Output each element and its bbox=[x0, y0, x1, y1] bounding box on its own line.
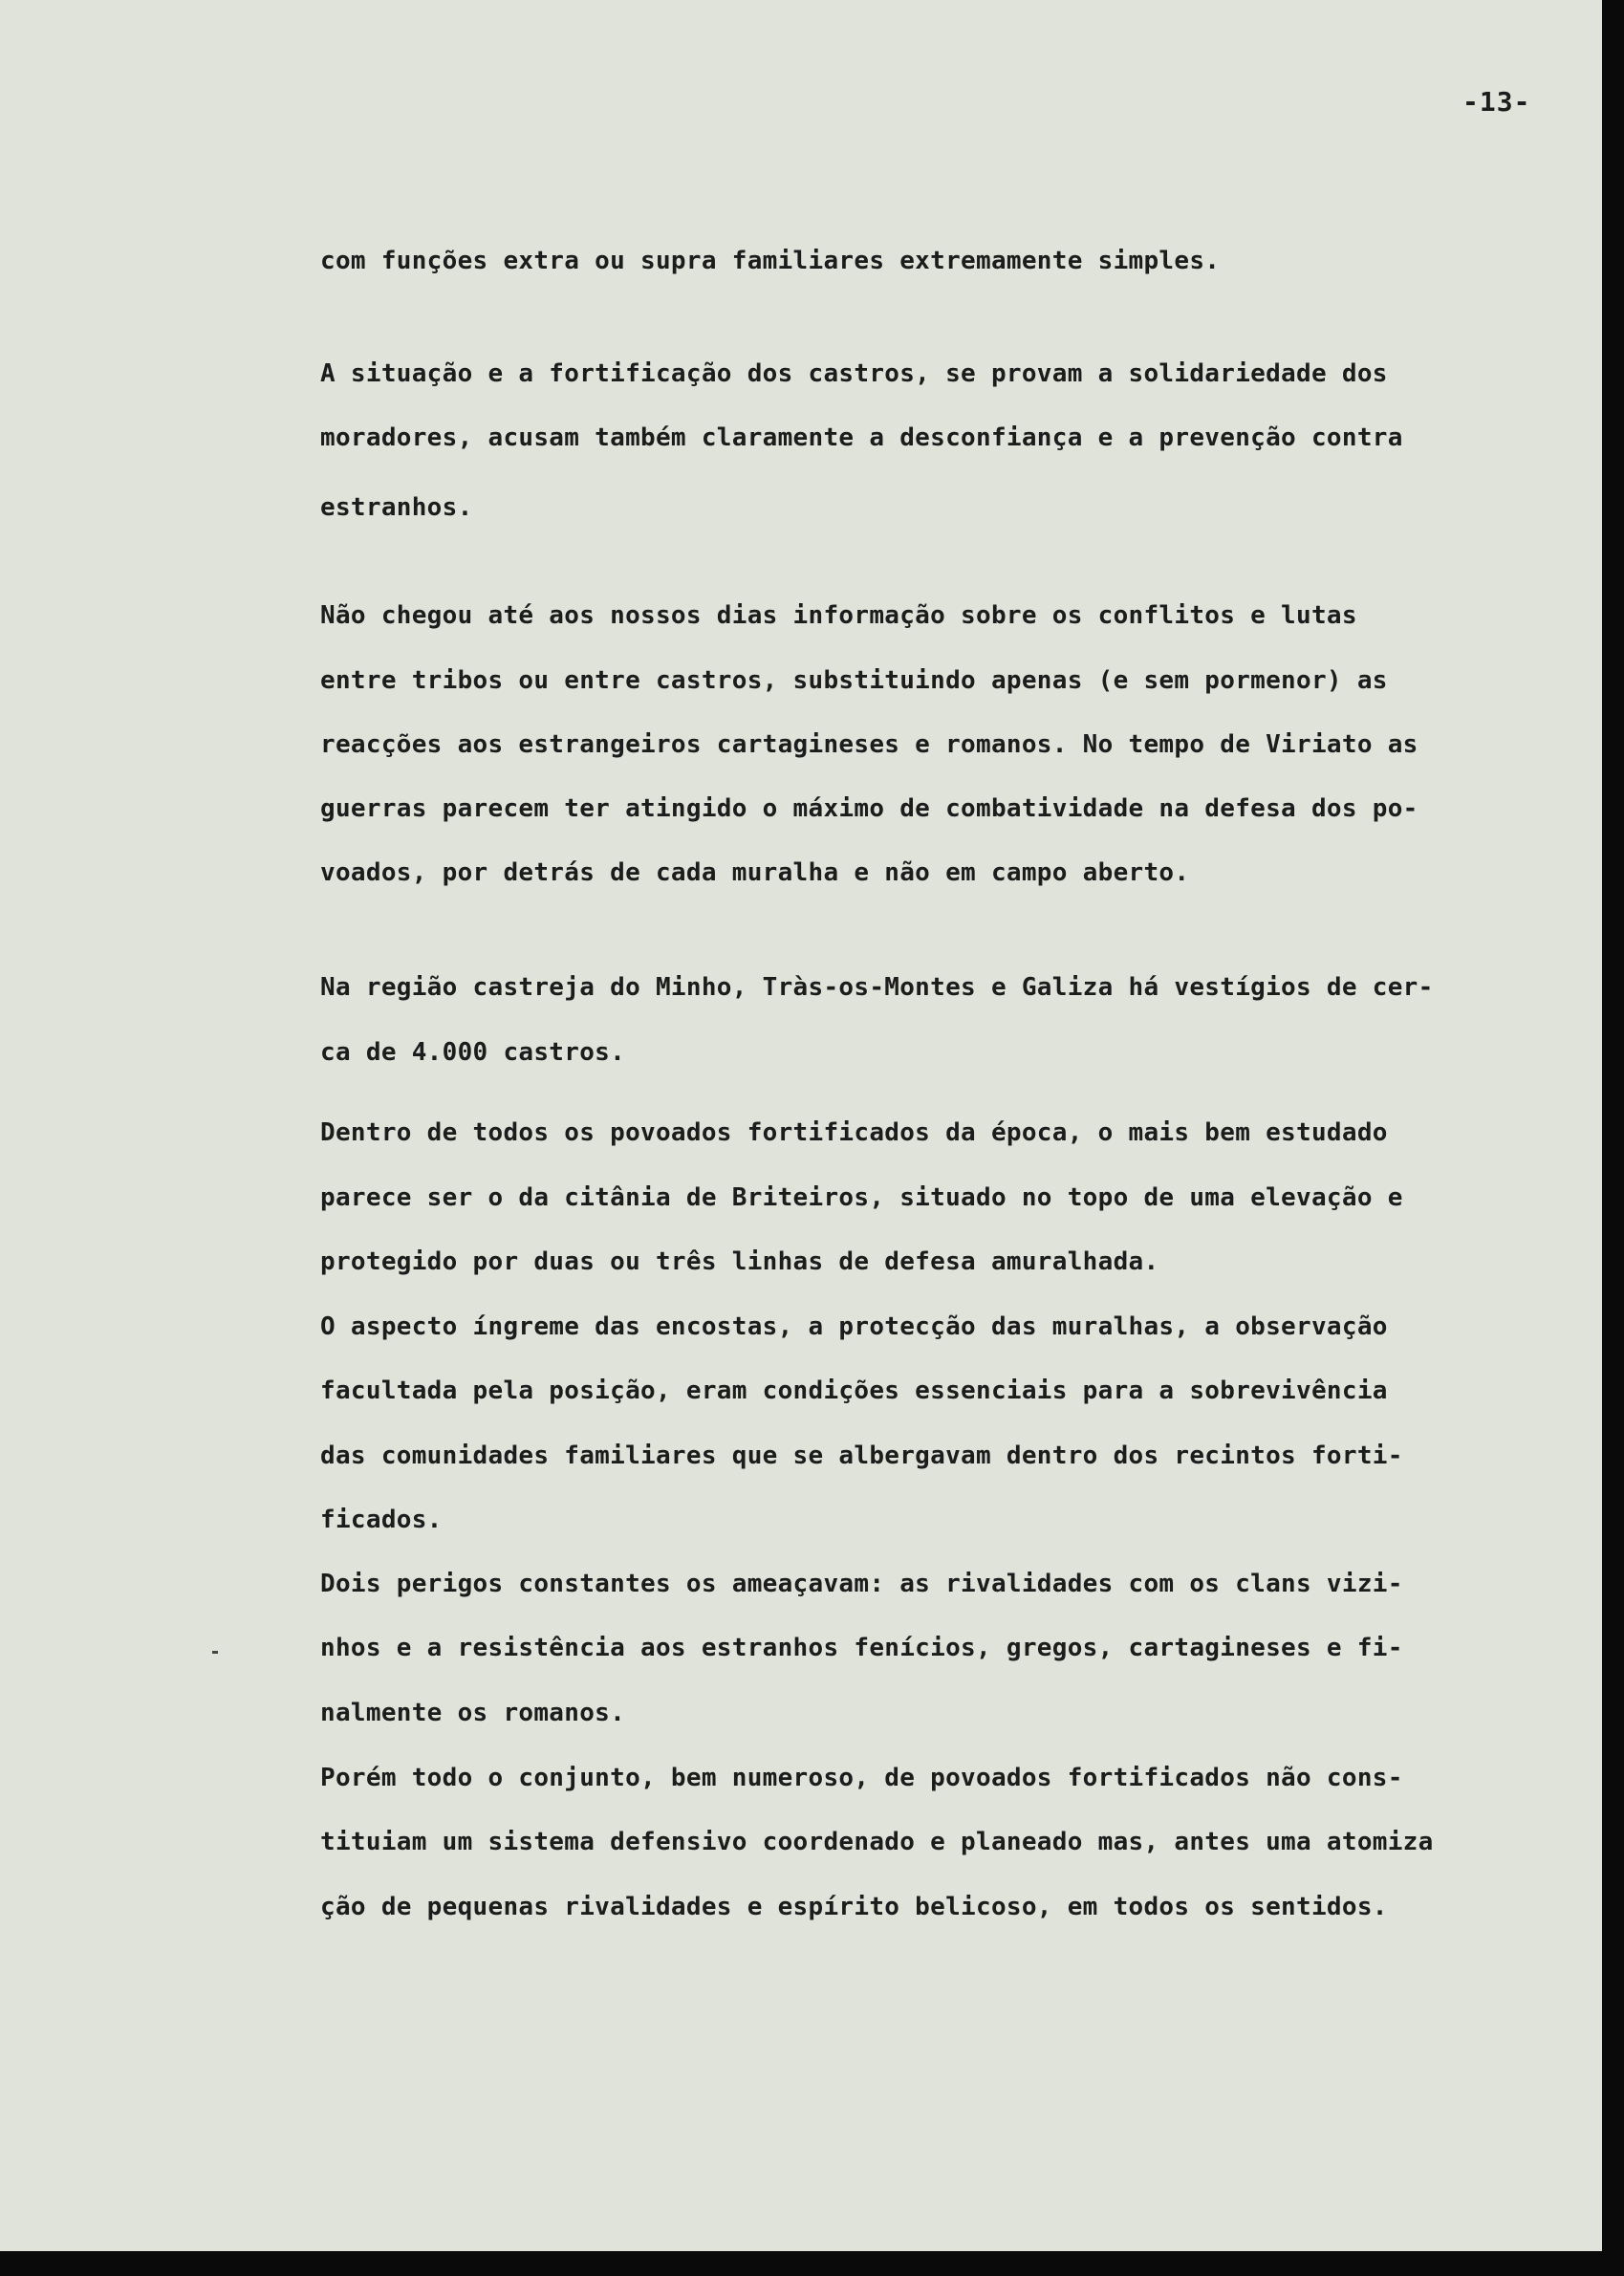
text-line: guerras parecem ter atingido o máximo de combatividade na defesa dos po- bbox=[320, 794, 1418, 823]
text-line: entre tribos ou entre castros, substituindo apenas (e sem pormenor) as bbox=[320, 666, 1388, 695]
text-line: Na região castreja do Minho, Tràs-os-Montes e Galiza há vestígios de cer- bbox=[320, 973, 1434, 1002]
text-line: ção de pequenas rivalidades e espírito belicoso, em todos os sentidos. bbox=[320, 1893, 1388, 1921]
scan-border bbox=[1602, 0, 1624, 2276]
text-line: das comunidades familiares que se albergavam dentro dos recintos forti- bbox=[320, 1441, 1403, 1470]
text-line: facultada pela posição, eram condições essenciais para a sobrevivência bbox=[320, 1376, 1388, 1405]
margin-mark bbox=[212, 1651, 218, 1654]
text-line: Porém todo o conjunto, bem numeroso, de povoados fortificados não cons- bbox=[320, 1764, 1403, 1792]
text-line: voados, por detrás de cada muralha e não em campo aberto. bbox=[320, 858, 1190, 887]
page-number: -13- bbox=[1462, 86, 1531, 118]
text-line: nhos e a resistência aos estranhos fenícios, gregos, cartagineses e fi- bbox=[320, 1634, 1403, 1662]
text-line: nalmente os romanos. bbox=[320, 1699, 626, 1727]
text-line: O aspecto íngreme das encostas, a protecção das muralhas, a observação bbox=[320, 1312, 1388, 1341]
text-line: estranhos. bbox=[320, 493, 473, 522]
text-line: Dois perigos constantes os ameaçavam: as rivalidades com os clans vizi- bbox=[320, 1570, 1403, 1598]
text-line: Dentro de todos os povoados fortificados da época, o mais bem estudado bbox=[320, 1118, 1388, 1147]
text-line: com funções extra ou supra familiares extremamente simples. bbox=[320, 247, 1221, 275]
text-line: protegido por duas ou três linhas de defesa amuralhada. bbox=[320, 1247, 1159, 1276]
text-line: reacções aos estrangeiros cartagineses e romanos. No tempo de Viriato as bbox=[320, 730, 1418, 759]
text-line: A situação e a fortificação dos castros, se provam a solidariedade dos bbox=[320, 359, 1388, 388]
text-line: ca de 4.000 castros. bbox=[320, 1038, 626, 1067]
text-line: tituiam um sistema defensivo coordenado e planeado mas, antes uma atomiza bbox=[320, 1828, 1434, 1856]
text-line: parece ser o da citânia de Briteiros, situado no topo de uma elevação e bbox=[320, 1183, 1403, 1212]
text-line: ficados. bbox=[320, 1506, 443, 1534]
text-line: moradores, acusam também claramente a desconfiança e a prevenção contra bbox=[320, 423, 1403, 452]
text-line: Não chegou até aos nossos dias informação sobre os conflitos e lutas bbox=[320, 601, 1357, 630]
